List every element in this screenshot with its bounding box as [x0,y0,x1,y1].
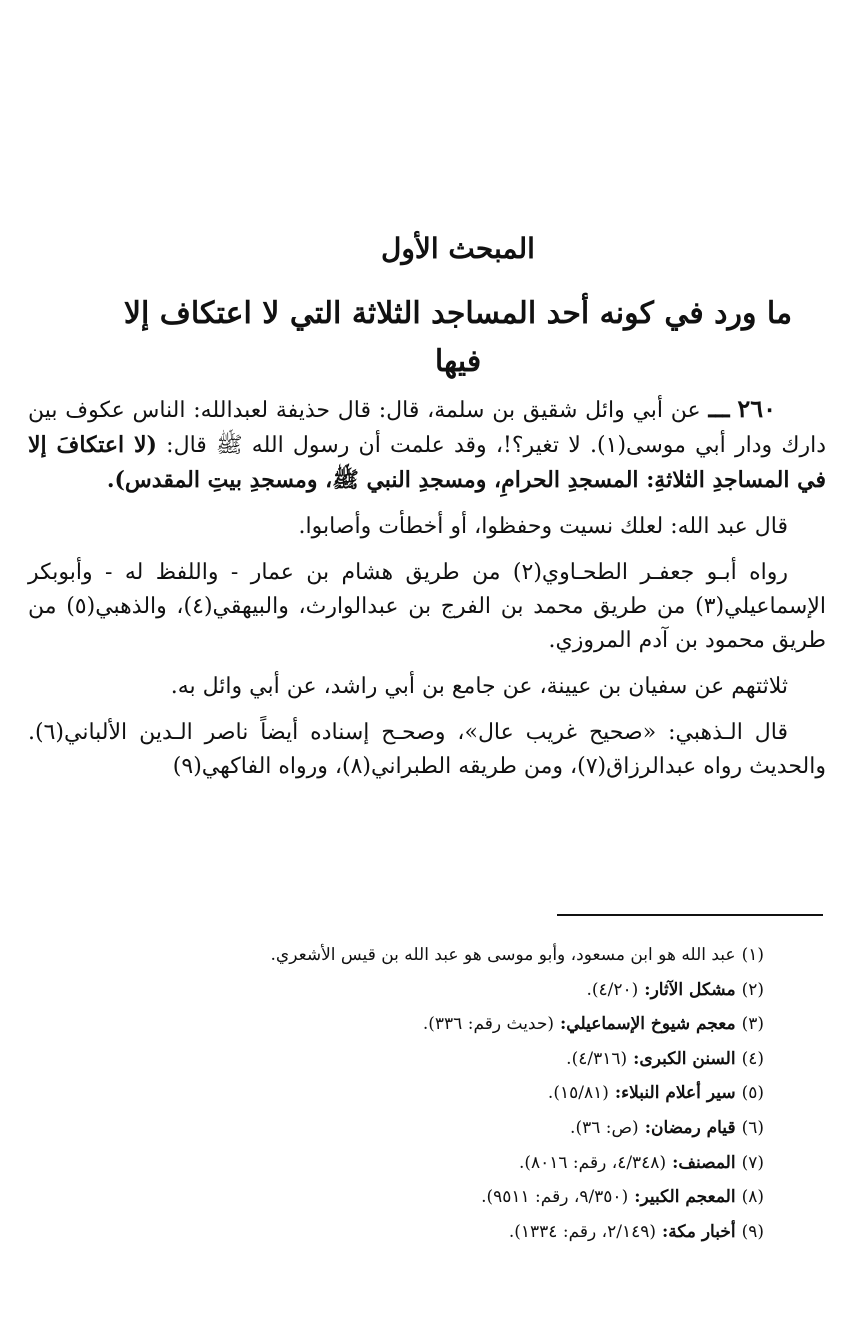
footnote-ref: (٤) [741,1048,764,1069]
main-text [28,392,826,796]
footnote-ref: (٥) [741,1083,764,1104]
footnote-text: (٢/١٤٩، رقم: ١٣٣٤). [508,1221,657,1242]
footnotes [40,938,764,1249]
footnote-ref: (٩) [741,1221,764,1242]
footnote-ref: (١) [741,945,764,965]
footnote-text: (٤/٣١٦). [566,1048,628,1069]
footnote-source: المصنف: [672,1152,736,1173]
footnote-ref: (٢) [741,979,764,1000]
footnote-text: (١٥/٨١). [547,1083,609,1104]
footnote-ref: (٦) [741,1117,764,1138]
footnote-item [40,1111,764,1146]
footnote-item [40,1215,764,1250]
hadith-intro: عن أبي وائل شقيق بن سلمة، قال: قال حذيفة لعبدالله: الناس عكوف بين دارك ودار أبي موسى(١). لا تغير؟!، وقد علمت أن رسول الله ﷺ قال: [28,398,826,458]
footnote-item [40,1007,764,1042]
footnote-item [40,1042,764,1077]
footnote-text: (٩/٣٥٠، رقم: ٩٥١١). [481,1187,629,1208]
footnote-text: (حديث رقم: ٣٣٦). [422,1014,554,1035]
footnote-source: سير أعلام النبلاء: [614,1083,736,1104]
hadith-number: ٢٦٠ [737,394,776,423]
takhrij-paragraph-3: قال الـذهبي: «صحيح غريب عال»، وصحـح إسناده أيضاً ناصر الـدين الألباني(٦). والحديث رواه عبدالرزاق(٧)، ومن طريقه الطبراني(٨)، ورواه الفاكهي(٩) [28,720,826,779]
footnote-source: مشكل الآثار: [644,979,736,1000]
footnote-ref: (٨) [741,1187,764,1208]
footnote-ref: (٧) [741,1152,764,1173]
footnote-source: السنن الكبرى: [633,1048,736,1069]
takhrij-paragraph-1: رواه أبـو جعفـر الطحـاوي(٢) من طريق هشام بن عمار - واللفظ له - وأبوبكر الإسماعيلي(٣) من طريق محمد بن الفرج بن عبدالوارث، والبيهقي(٤)، والذهبي(٥) من طريق محمود بن آدم المروزي. [28,560,827,653]
footnote-source: المعجم الكبير: [634,1187,736,1208]
footnote-source: معجم شيوخ الإسماعيلي: [560,1014,736,1035]
footnote-item [40,1076,764,1111]
footnote-source: أخبار مكة: [662,1221,736,1242]
hadith-matn: (لا اعتكافَ إلا في المساجدِ الثلاثةِ: المسجدِ الحرامِ، ومسجدِ النبي ﷺ، ومسجدِ بيتِ المقدس). [28,432,826,493]
footnote-text: (٤/٢٠). [586,979,639,1000]
hadith-dash: ـــ [708,394,730,423]
footnote-text: (٤/٣٤٨، رقم: ٨٠١٦). [518,1152,667,1173]
hadith-paragraph [28,392,826,498]
takhrij-paragraph-2: ثلاثتهم عن سفيان بن عيينة، عن جامع بن أبي راشد، عن أبي وائل به. [170,674,788,699]
footnote-source: قيام رمضان: [644,1117,736,1138]
footnote-ref: (٣) [741,1014,764,1035]
footnote-divider [557,914,823,916]
footnote-item [40,938,764,973]
hadith-reply: قال عبد الله: لعلك نسيت وحفظوا، أو أخطأت وأصابوا. [298,514,788,539]
footnote-item [40,1146,764,1181]
footnote-item [40,1180,764,1215]
footnote-text: (ص: ٣٦). [570,1117,639,1138]
footnote-item [40,973,764,1008]
footnote-text: عبد الله هو ابن مسعود، وأبو موسى هو عبد الله بن قيس الأشعري. [270,945,736,965]
section-title: المبحث الأول [381,232,535,265]
section-subtitle: ما ورد في كونه أحد المساجد الثلاثة التي لا اعتكاف إلا فيها [123,296,793,379]
